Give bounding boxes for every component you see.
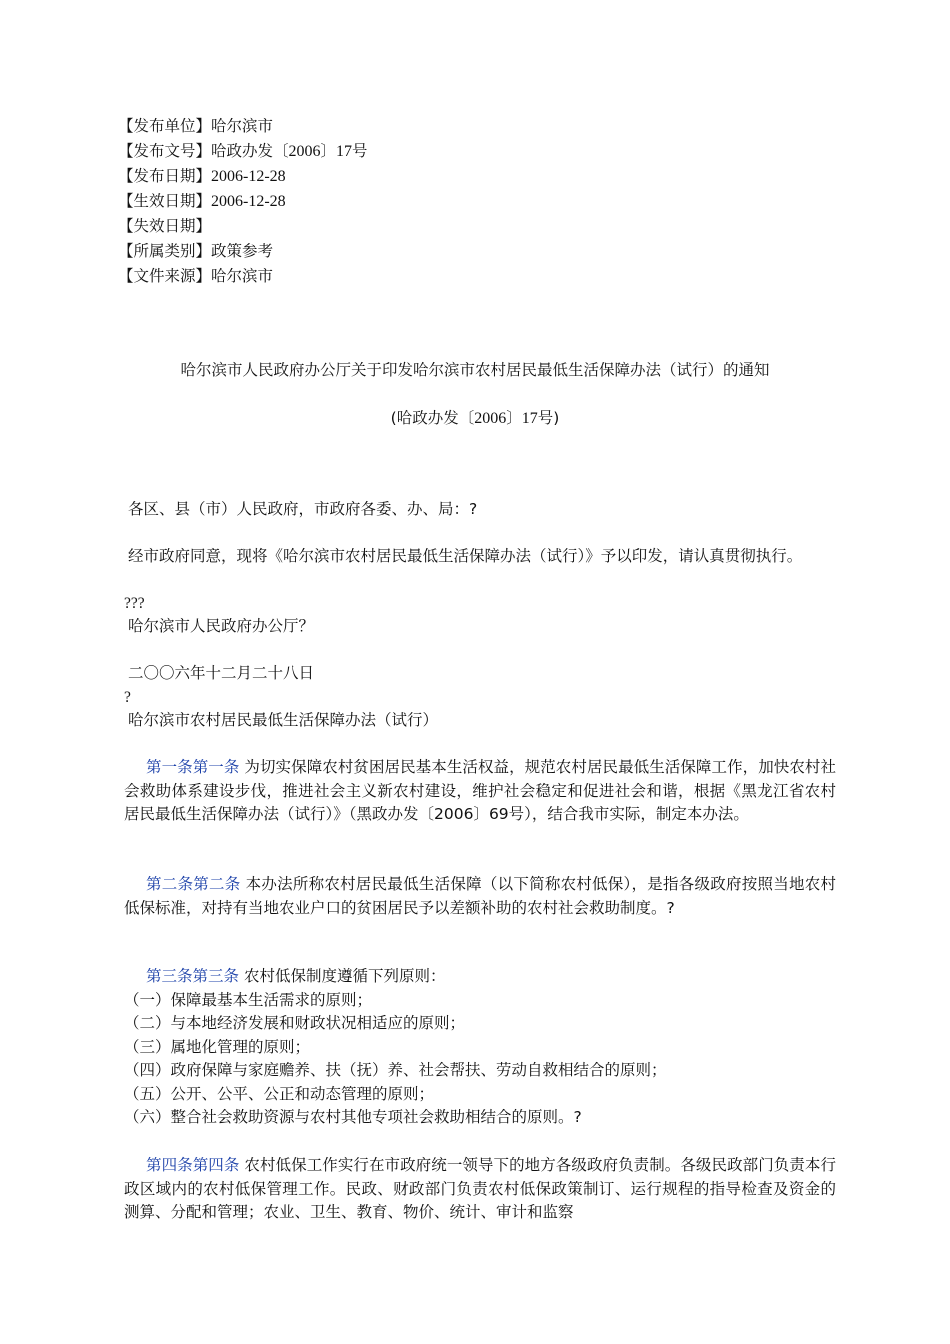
meta-doc-number-label: 【发布文号】 <box>118 142 212 160</box>
article-4-heading: 第四条第四条 <box>146 1156 240 1174</box>
meta-publisher-value: 哈尔滨市 <box>211 117 274 135</box>
meta-expiry-date <box>118 214 368 239</box>
notice-body: 经市政府同意，现将《哈尔滨市农村居民最低生活保障办法（试行）》予以印发，请认真贯彻执行。 <box>128 547 803 565</box>
meta-publisher-label: 【发布单位】 <box>118 117 212 135</box>
document-number-subtitle <box>0 406 950 428</box>
meta-effective-date-value: 2006-12-28 <box>211 193 286 210</box>
principle-item: （二）与本地经济发展和财政状况相适应的原则； <box>124 1014 466 1032</box>
meta-doc-number-year: 2006 <box>288 143 321 160</box>
principle-item: （三）属地化管理的原则； <box>124 1037 311 1056</box>
meta-doc-number-prefix: 哈政办发〔 <box>211 142 289 160</box>
article-3 <box>124 965 836 1130</box>
meta-source <box>118 264 368 289</box>
meta-doc-number-suffix: 号 <box>352 142 368 160</box>
principle-item: （五）公开、公平、公正和动态管理的原则； <box>124 1084 435 1103</box>
article-4-text: 农村低保工作实行在市政府统一领导下的地方各级政府负责制。各级民政部门负责本行政区域内的农村低保管理工作。民政、财政部门负责农村低保政策制订、运行规程的指导检查及资金的测算、分配和管理；农业、卫生、教育、物价、统计、审计和监察 <box>124 1156 836 1221</box>
meta-publish-date-value: 2006-12-28 <box>211 168 286 185</box>
question-mark: ? <box>124 689 131 706</box>
article-3-text: 农村低保制度遵循下列原则： <box>239 967 446 985</box>
article-1-heading: 第一条第一条 <box>146 758 240 776</box>
measures-title: 哈尔滨市农村居民最低生活保障办法（试行） <box>128 711 439 729</box>
meta-category <box>118 239 368 264</box>
meta-category-value: 政策参考 <box>211 242 274 260</box>
article-3-intro <box>124 965 836 989</box>
article-2 <box>124 873 836 920</box>
meta-category-label: 【所属类别】 <box>118 242 212 260</box>
principle-item: （六）整合社会救助资源与农村其他专项社会救助相结合的原则。? <box>124 1108 582 1126</box>
article-2-heading: 第二条第二条 <box>146 875 241 893</box>
meta-publish-date-label: 【发布日期】 <box>118 167 212 185</box>
article-1 <box>124 756 836 827</box>
principle-item: （四）政府保障与家庭赡养、扶（抚）养、社会帮扶、劳动自救相结合的原则； <box>124 1061 667 1079</box>
meta-effective-date <box>118 189 368 214</box>
document-title: 哈尔滨市人民政府办公厅关于印发哈尔滨市农村居民最低生活保障办法（试行）的通知 <box>180 361 770 379</box>
article-4 <box>124 1154 836 1225</box>
subtitle-bracket: 〕 <box>506 409 522 427</box>
article-2-text: 本办法所称农村居民最低生活保障（以下简称农村低保），是指各级政府按照当地农村低保标准，对持有当地农业户口的贫困居民予以差额补助的农村社会救助制度。? <box>124 875 836 917</box>
meta-doc-number-num: 17 <box>336 143 353 160</box>
meta-source-label: 【文件来源】 <box>118 267 212 285</box>
meta-source-value: 哈尔滨市 <box>211 267 274 285</box>
metadata-block <box>118 114 368 289</box>
subtitle-year: 2006 <box>474 410 507 427</box>
subtitle-num: 17 <box>521 410 538 427</box>
signer-line: 哈尔滨市人民政府办公厅？ <box>128 617 315 635</box>
question-marks: ??? <box>124 595 145 612</box>
meta-doc-number-bracket: 〕 <box>320 142 337 160</box>
issue-date: 二〇〇六年十二月二十八日 <box>128 664 315 682</box>
meta-doc-number <box>118 139 368 164</box>
article-1-text: 为切实保障农村贫困居民基本生活权益，规范农村居民最低生活保障工作，加快农村社会救助体系建设步伐，推进社会主义新农村建设，维护社会稳定和促进社会和谐，根据《黑龙江省农村居民最低生活保障办法（试行）》（黑政办发〔2006〕69号），结合我市实际，制定本办法。 <box>124 758 836 823</box>
subtitle-open: (哈政办发〔 <box>390 409 475 427</box>
meta-expiry-date-label: 【失效日期】 <box>118 217 212 235</box>
meta-publish-date <box>118 164 368 189</box>
addressee-line: 各区、县（市）人民政府，市政府各委、办、局：? <box>128 500 478 518</box>
meta-effective-date-label: 【生效日期】 <box>118 192 212 210</box>
principle-item: （一）保障最基本生活需求的原则； <box>124 990 373 1009</box>
meta-publisher <box>118 114 368 139</box>
article-3-heading: 第三条第三条 <box>146 967 240 985</box>
subtitle-close: 号) <box>537 409 560 427</box>
